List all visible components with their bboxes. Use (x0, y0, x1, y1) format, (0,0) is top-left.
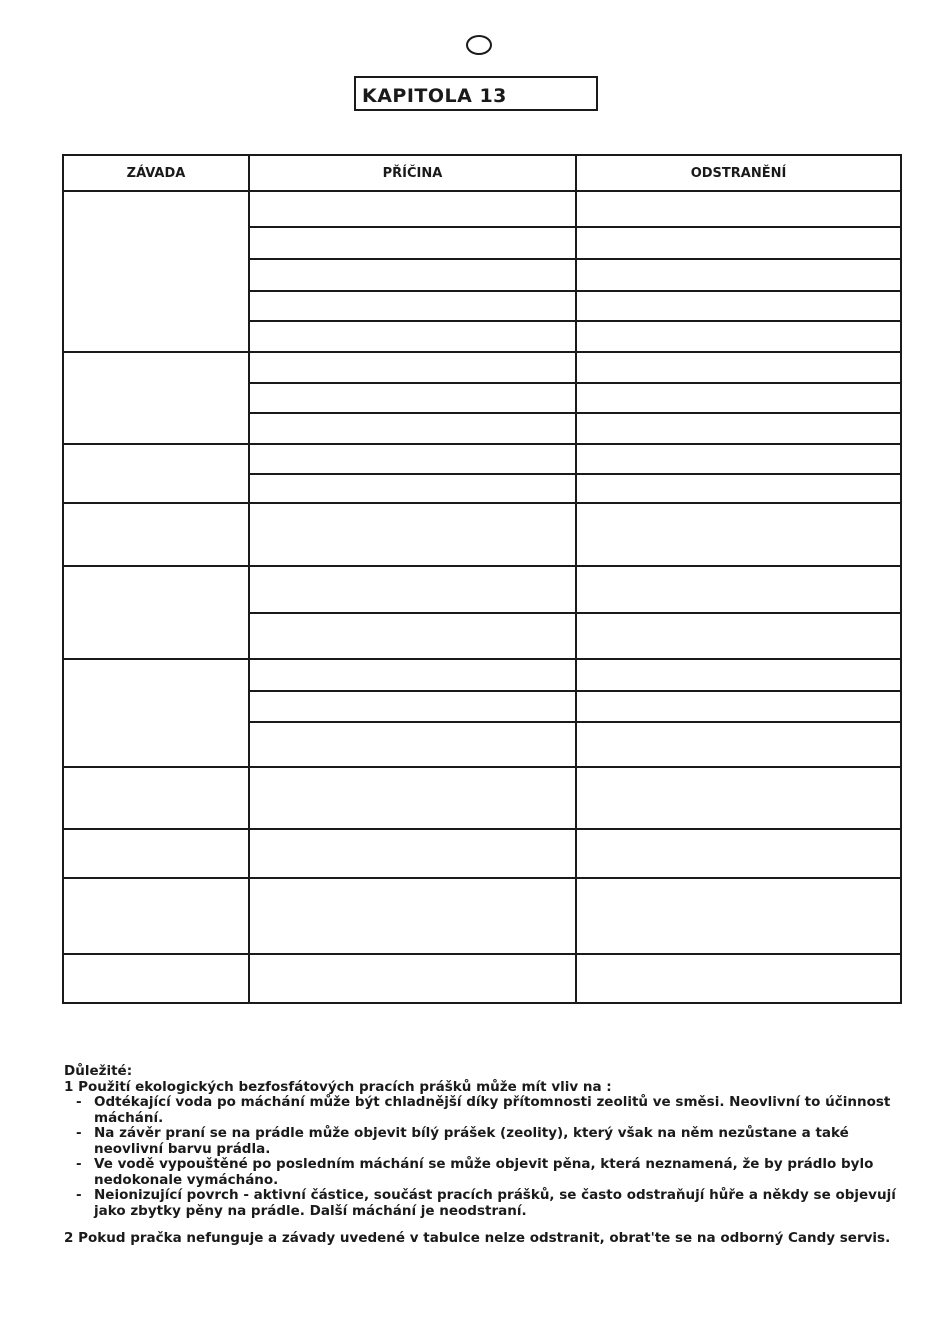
group-divider (62, 443, 902, 445)
note-bullet (64, 1095, 914, 1126)
note-point-2: 2 Pokud pračka nefunguje a závady uvedené v tabulce nelze odstranit, obrat'te se na odborný Candy servis. (64, 1230, 891, 1246)
column-header-pricina: PŘÍČINA (382, 166, 443, 181)
row-divider (248, 721, 902, 723)
row-divider (248, 690, 902, 692)
group-divider (62, 766, 902, 768)
row-divider (248, 290, 902, 292)
group-divider (62, 828, 902, 830)
group-divider (62, 351, 902, 353)
important-notes (64, 1064, 914, 1247)
note-bullet (64, 1157, 914, 1188)
row-divider (248, 226, 902, 228)
notes-heading: Důležité: (64, 1063, 133, 1079)
note-bullet-text: Neionizující povrch - aktivní částice, součást pracích prášků, se často odstraňují hůře a někdy se objevují jako zbytky pěny na prádle. Další máchání je neodstraní. (94, 1187, 896, 1219)
group-divider (62, 877, 902, 879)
bullet-dash: - (76, 1125, 82, 1141)
column-header-zavada: ZÁVADA (126, 166, 186, 181)
note-bullet-text: Odtékající voda po máchání může být chladnější díky přítomnosti zeolitů ve směsi. Neovlivní to účinnost máchání. (94, 1094, 891, 1126)
row-divider (248, 473, 902, 475)
note-bullet-list (64, 1095, 914, 1219)
header-bottom-border (62, 190, 902, 192)
bullet-dash: - (76, 1187, 82, 1203)
row-divider (248, 258, 902, 260)
language-badge (466, 35, 492, 55)
row-divider (248, 412, 902, 414)
group-divider (62, 502, 902, 504)
group-divider (62, 658, 902, 660)
row-divider (248, 382, 902, 384)
group-divider (62, 565, 902, 567)
row-divider (248, 320, 902, 322)
bullet-dash: - (76, 1094, 82, 1110)
bullet-dash: - (76, 1156, 82, 1172)
note-bullet (64, 1188, 914, 1219)
chapter-box (354, 76, 598, 111)
group-divider (62, 953, 902, 955)
table-bottom-border (62, 1002, 902, 1004)
note-point-1: 1 Použití ekologických bezfosfátových pracích prášků může mít vliv na : (64, 1078, 612, 1095)
chapter-title: KAPITOLA 13 (362, 85, 507, 107)
column-header-odstraneni: ODSTRANĚNÍ (690, 166, 787, 181)
note-bullet-text: Ve vodě vypouštěné po posledním máchání se může objevit pěna, která neznamená, že by prádlo bylo nedokonale vymácháno. (94, 1156, 874, 1188)
row-divider (248, 612, 902, 614)
troubleshooting-table (62, 154, 902, 1004)
table-top-border (62, 154, 902, 156)
note-bullet (64, 1126, 914, 1157)
note-bullet-text: Na závěr praní se na prádle může objevit bílý prášek (zeolity), který však na něm nezůstane a také neovlivní barvu prádla. (94, 1125, 849, 1157)
